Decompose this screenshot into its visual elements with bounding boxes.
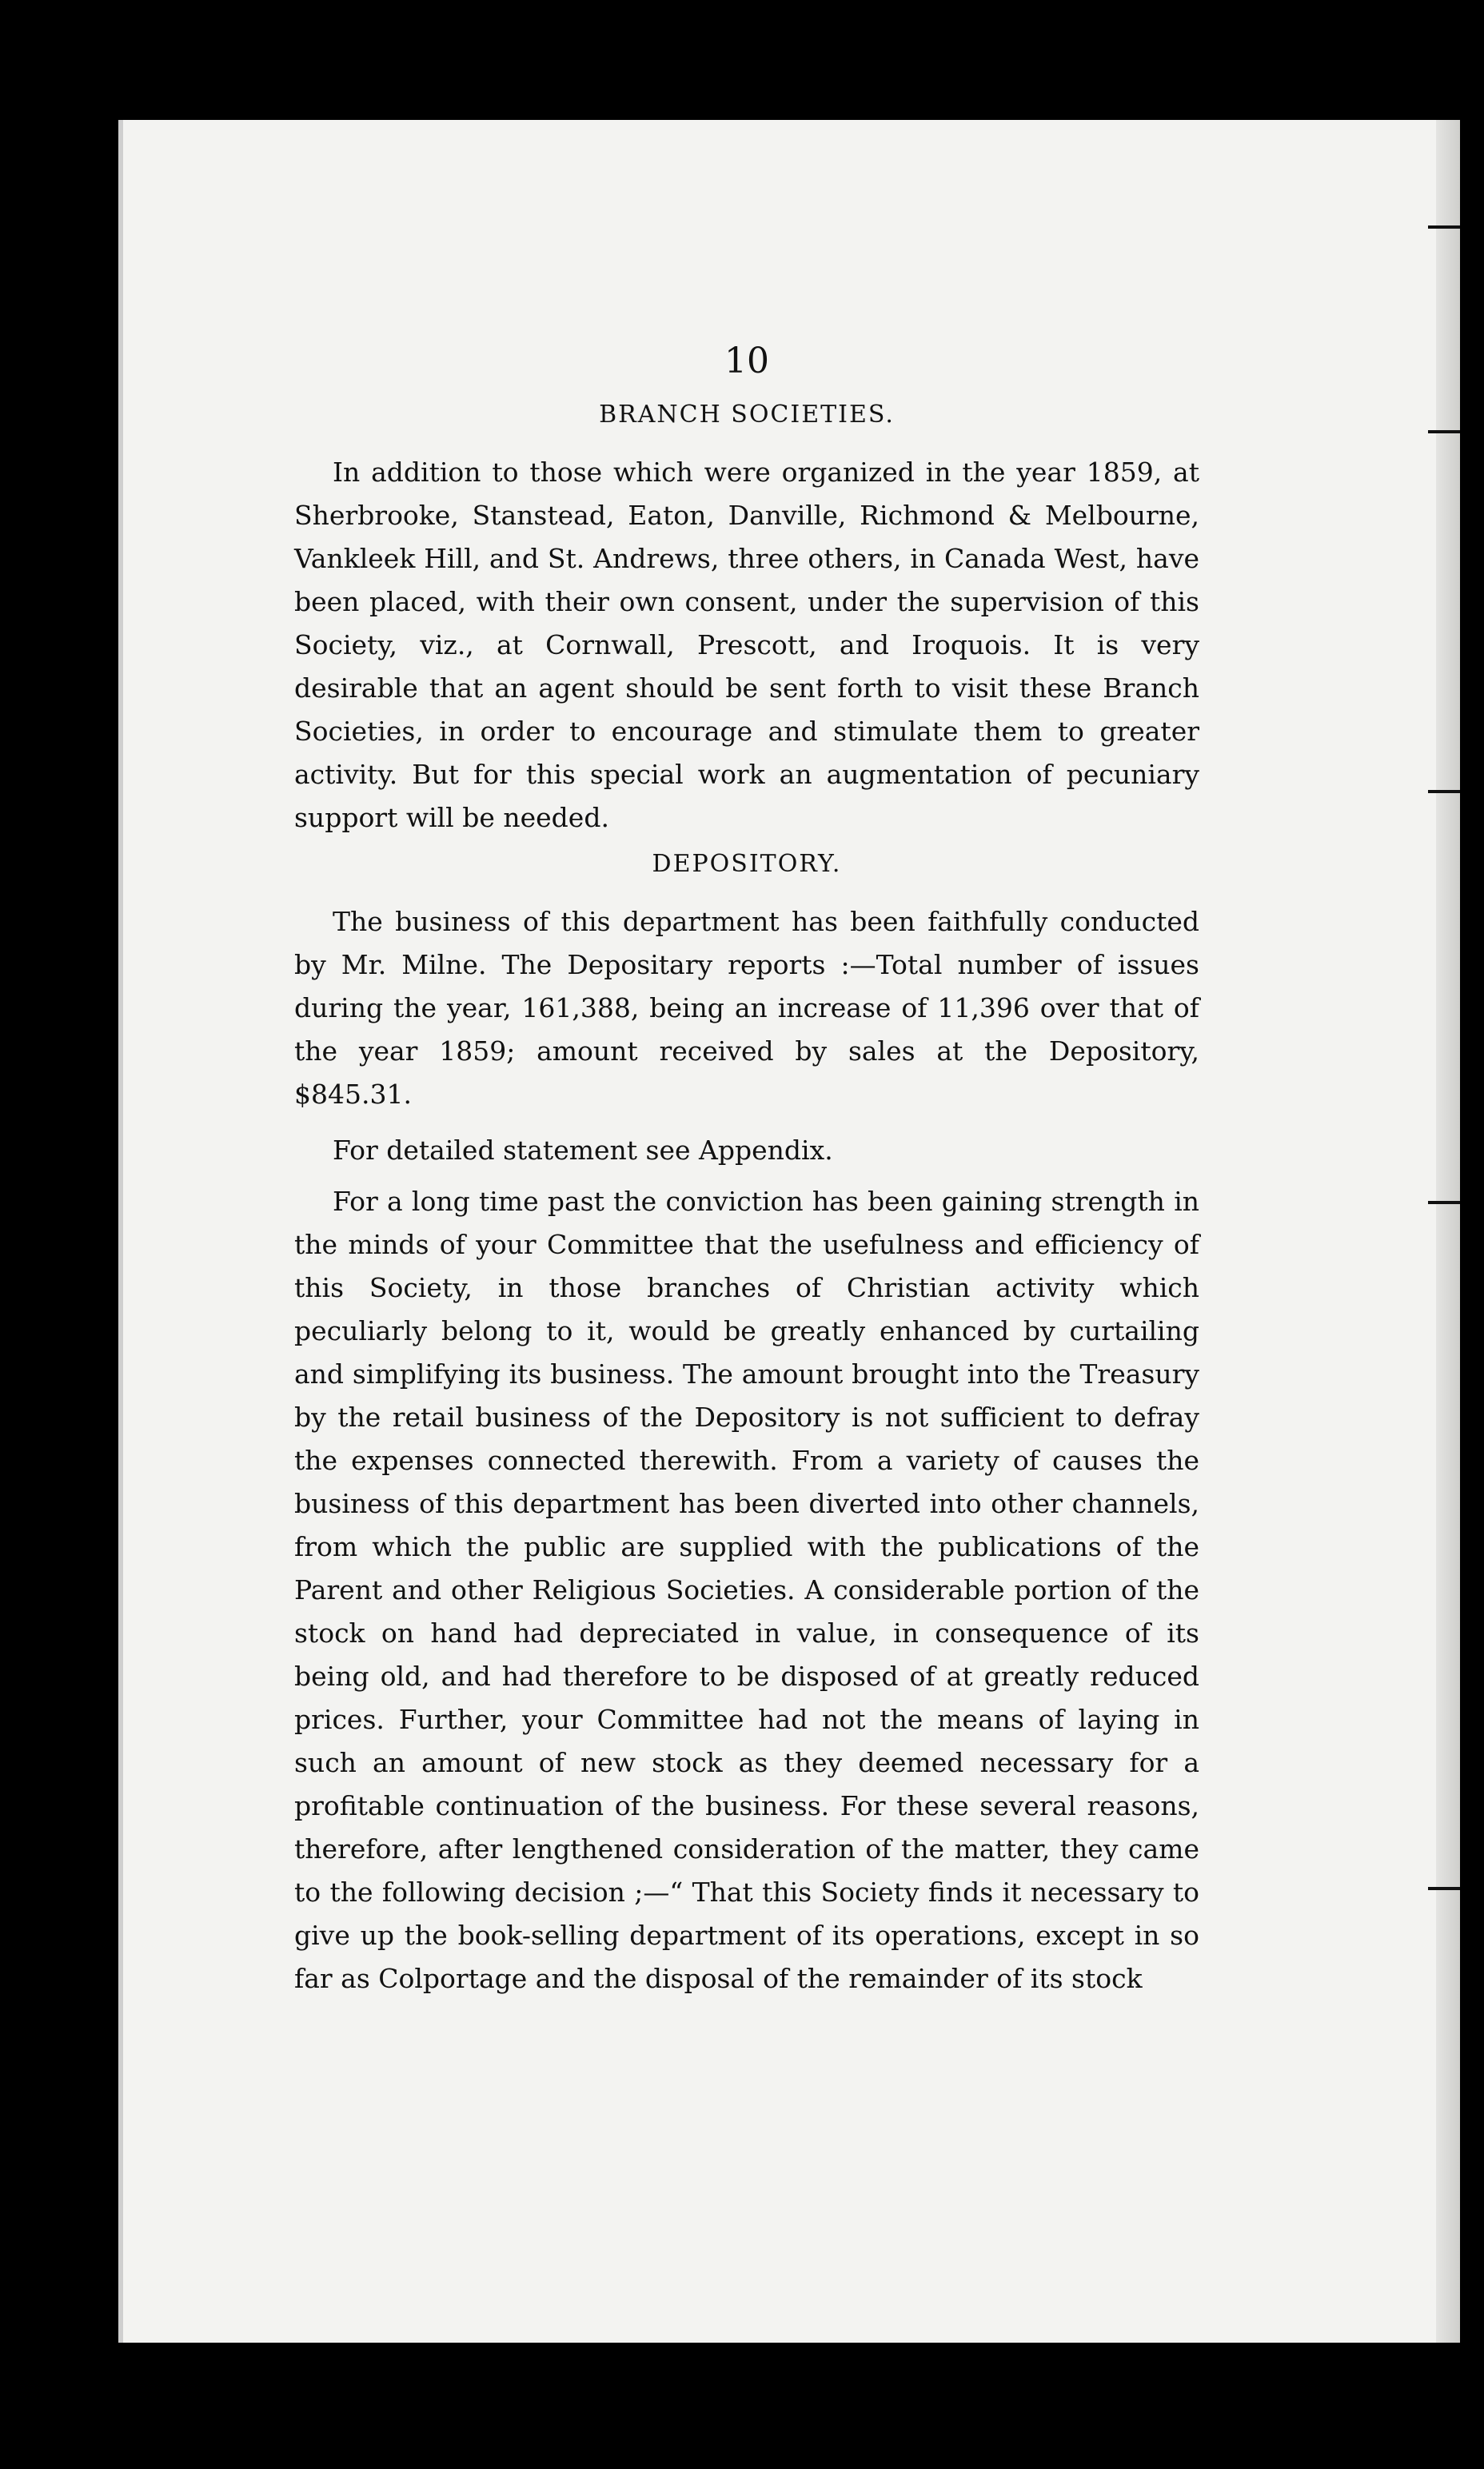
binding-mark	[1428, 430, 1460, 433]
binding-mark	[1428, 1201, 1460, 1204]
paragraph: The business of this department has been faithfully conducted by Mr. Milne. The Depositary reports :—Total number of issues during the year, 161,388, being an increase of 11,396 over that of the year 1859; amount received by sales at the Depository, $845.31.	[294, 906, 1199, 1110]
binding-mark	[1428, 225, 1460, 229]
paragraph: For detailed statement see Appendix.	[333, 1135, 833, 1166]
paragraph: For a long time past the conviction has been gaining strength in the minds of your Committee that the usefulness and efficiency of this Society, in those branches of Christian activity which peculiarly belong to it, would be greatly enhanced by curtailing and simplifying its business. The amount brought into the Treasury by the retail business of the Depository is not sufficient to defray the expenses connected therewith. From a variety of causes the business of this department has been diverted into other channels, from which the public are supplied with the publications of the Parent and other Religious Societies. A considerable portion of the stock on hand had depreciated in value, in consequence of its being old, and had therefore to be disposed of at greatly reduced prices. Further, your Committee had not the means of laying in such an amount of new stock as they deemed necessary for a profitable continuation of the business. For these several reasons, therefore, after lengthened consideration of the matter, they came to the following decision ;—“ That this Society finds it necessary to give up the book-selling department of its operations, except in so far as Colportage and the disposal of the remainder of its stock	[294, 1186, 1199, 1994]
section-heading-branch-societies: BRANCH SOCIETIES.	[599, 401, 895, 429]
page-number: 10	[724, 341, 769, 381]
page-text	[294, 341, 1199, 2013]
binding-mark	[1428, 1887, 1460, 1890]
paragraph: In addition to those which were organized in the year 1859, at Sherbrooke, Stanstead, Eaton, Danville, Richmond & Melbourne, Vankleek Hill, and St. Andrews, three others, in Canada West, have been placed, with their own consent, under the supervision of this Society, viz., at Cornwall, Prescott, and Iroquois. It is very desirable that an agent should be sent forth to visit these Branch Societies, in order to encourage and stimulate them to greater activity. But for this special work an augmentation of pecuniary support will be needed.	[294, 457, 1199, 833]
page-edge	[1436, 120, 1460, 2343]
binding-mark	[1428, 790, 1460, 793]
section-heading-depository: DEPOSITORY.	[652, 850, 842, 878]
